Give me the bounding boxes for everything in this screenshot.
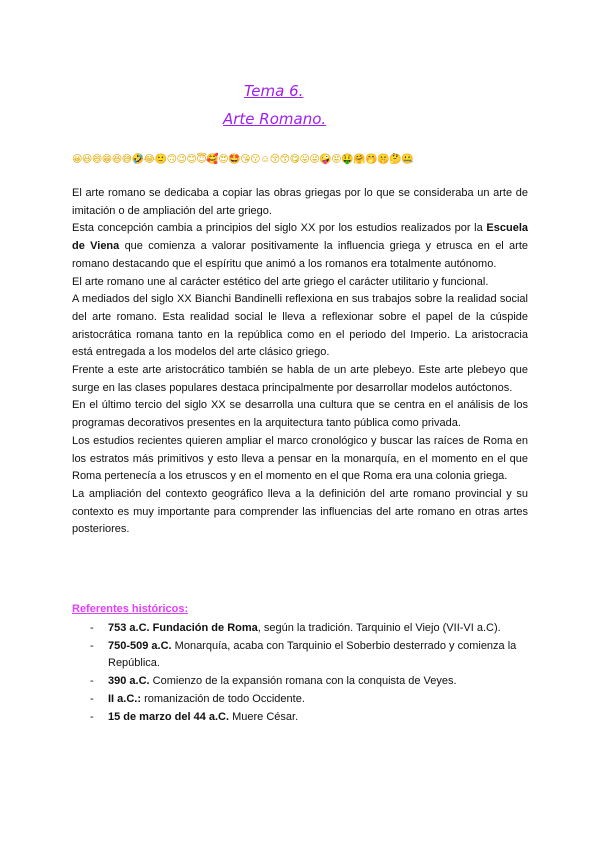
paragraph-3: El arte romano une al carácter estético del arte griego el carácter utilitario y funcional. [72,275,489,288]
bullet-dash: - [90,675,94,688]
ref-text: Muere César. [229,710,299,723]
body-text [72,185,528,539]
ref-date: II a.C.: [108,692,142,705]
document-title: Tema 6. [244,82,304,100]
document-subtitle: Arte Romano. [223,110,327,128]
paragraph-7: Los estudios recientes quieren ampliar el marco cronológico y buscar las raíces de Roma en los estratos más primitivos y esto lleva a pensar en la monarquía, en el momento en el que Roma pertenecía a los etruscos y en el momento en el que Roma era una colonia griega. [72,434,528,483]
list-item [72,691,528,709]
referentes-heading: Referentes históricos: [72,603,189,615]
list-item [72,620,528,638]
paragraph-2 [72,220,528,273]
bullet-dash: - [90,692,94,705]
bullet-dash: - [90,639,94,652]
ref-date: 390 a.C. [108,675,150,688]
ref-text: Monarquía, acaba con Tarquinio el Soberbio desterrado y comienza la República. [108,639,517,670]
paragraph-4: A mediados del siglo XX Bianchi Bandinelli reflexiona en sus trabajos sobre la realidad social del arte romano. Esta realidad social le lleva a reflexionar sobre el papel de la cúspide aristocrática romana tanto en la república como en el periodo del Imperio. La aristocracia está entregada a los modelos del arte clásico griego. [72,293,528,359]
bullet-dash: - [90,622,94,634]
ref-date: 753 a.C. Fundación de Roma [108,622,258,634]
escuela-de-viena: Escuela de Viena [72,222,528,253]
paragraph-2-pre: Esta concepción cambia a principios del siglo XX por los estudios realizados por la [72,222,487,235]
ref-date: 750-509 a.C. [108,639,172,652]
ref-text: Comienzo de la expansión romana con la conquista de Veyes. [149,675,457,688]
bullet-dash: - [90,710,94,723]
ref-text: , según la tradición. Tarquinio el Viejo (VII-VI a.C). [257,622,501,634]
paragraph-6: En el último tercio del siglo XX se desarrolla una cultura que se centra en el análisis de los programas decorativos presentes en la arquitectura tanto pública como privada. [72,399,528,430]
referentes-list [72,620,528,726]
list-item [72,709,528,727]
paragraph-2-post: que comienza a valorar positivamente la influencia griega y etrusca en el arte romano destacando que el espíritu que animó a los romanos era totalmente autónomo. [72,240,528,270]
ref-text: romanización de todo Occidente. [141,692,305,705]
paragraph-8: La ampliación del contexto geográfico lleva a la definición del arte romano provincial y su contexto es muy importante para comprender las influencias del arte romano en otras artes posteriores. [72,487,528,536]
list-item [72,673,528,691]
paragraph-5: Frente a este arte aristocrático también se habla de un arte plebeyo. Este arte plebeyo que surge en las clases populares destaca principalmente por desarrollar modelos autóctonos. [72,364,528,394]
list-item [72,638,528,673]
ref-date: 15 de marzo del 44 a.C. [108,710,230,723]
paragraph-1: El arte romano se dedicaba a copiar las obras griegas por lo que se consideraba un arte de imitación o de ampliación del arte griego. [72,187,528,217]
emoji-row: 😀😃😄😁😆😅🤣😂🙂🙃😉😊😇🥰😍🤩😘😗☺😚😙😋😛😜🤪😝🤑🤗🤭🤫🤔🤐 [72,154,413,165]
